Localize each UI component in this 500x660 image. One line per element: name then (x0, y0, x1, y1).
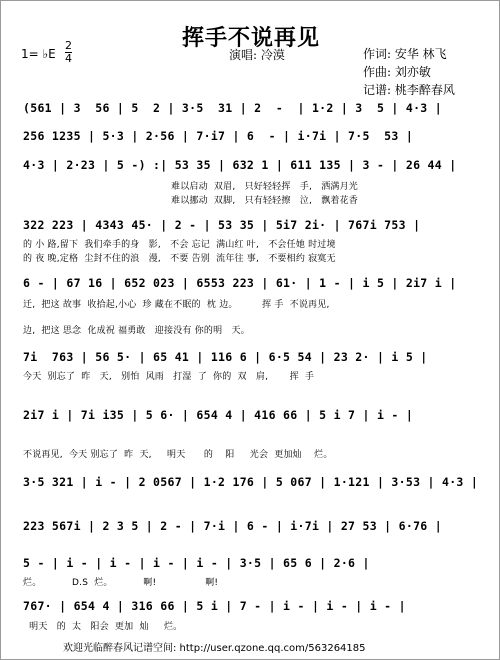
notation-row-7: 2i7 i | 7i i35 | 5 6· | 654 4 | 416 66 | 5 i 7 | i - | (23, 408, 414, 422)
song-title: 挥手不说再见 (181, 25, 320, 51)
notation-row-5: 6 - | 67 16 | 652 023 | 6553 223 | 61· | 1 - | i 5 | 2i7 i | (23, 276, 457, 290)
lyric-row-6: 今天 别忘了 昨 天, 别怕 风雨 打湿 了 你的 双 肩, 挥 手 (23, 372, 315, 382)
lyric-row-4b: 的 夜 晚,定格 尘封不住的浪 漫, 不要 告别 流年往 事, 不要相约 寂寞无 (23, 254, 336, 264)
singer: 演唱: 冷漠 (229, 48, 285, 62)
lyric-row-5a: 迁, 把这 故事 收拾起,小心 珍 藏在不眠的 枕 边。 挥 手 不说再见, (23, 300, 330, 310)
notation-row-8: 3·5 321 | i - | 2 0567 | 1·2 176 | 5 067 | 1·121 | 3·53 | 4·3 | (23, 475, 479, 489)
notation-row-3: 4·3 | 2·23 | 5 -) :| 53 35 | 632 1 | 611 135 | 3 - | 26 44 | (23, 158, 457, 172)
meter-bottom: 4 (65, 52, 72, 65)
notation-row-2: 256 1235 | 5·3 | 2·56 | 7·i7 | 6 - | i·7i | 7·5 53 | (23, 129, 414, 143)
key-signature: 1= ♭E (21, 47, 56, 61)
meter-top: 2 (65, 39, 72, 52)
composer: 作曲: 刘亦敏 (363, 65, 431, 79)
lyric-row-11: 明天 的 太 阳会 更加 灿 烂。 (23, 622, 183, 632)
notation-row-11: 767· | 654 4 | 316 66 | 5 i | 7 - | i - | i - | i - | (23, 599, 406, 613)
notation-row-4: 322 223 | 4343 45· | 2 - | 53 35 | 5i7 2i· | 767i 753 | (23, 218, 421, 232)
lyricist: 作词: 安华 林飞 (363, 47, 447, 61)
lyric-row-10: 烂。 D.S 烂。 啊! 啊! (23, 578, 219, 588)
lyric-row-4a: 的 小 路,留下 我们牵手的身 影, 不会 忘记 满山红 叶, 不会任她 时过境 (23, 240, 336, 250)
notation-row-6: 7i 763 | 56 5· | 65 41 | 116 6 | 6·5 54 | 23 2· | i 5 | (23, 350, 428, 364)
time-signature (65, 41, 72, 64)
lyric-row-3a: 难以启动 双眉, 只好轻轻挥 手, 洒满月光 (171, 182, 358, 192)
notation-row-1: (561 | 3 56 | 5 2 | 3·5 31 | 2 - | 1·2 | 3 5 | 4·3 | (23, 101, 442, 115)
lyric-row-5b: 边, 把这 思念 化成祝 福勇敢 迎接没有 你的明 天。 (23, 326, 250, 336)
lyric-row-3b: 难以挪动 双脚, 只有轻轻擦 泣, 飘着花香 (171, 196, 358, 206)
notation-row-9: 223 567i | 2 3 5 | 2 - | 7·i | 6 - | i·7i | 27 53 | 6·76 | (23, 519, 442, 533)
notation-row-10: 5 - | i - | i - | i - | i - | 3·5 | 65 6 | 2·6 | (23, 556, 370, 570)
lyric-row-7: 不说再见, 今天 别忘了 昨 天, 明天 的 阳 光会 更加灿 烂。 (23, 450, 333, 460)
transcriber: 记谱: 桃李醉春风 (363, 83, 455, 97)
footer-credit: 欢迎光临醉春风记谱空间: http://user.qzone.qq.com/563264185 (63, 643, 366, 654)
